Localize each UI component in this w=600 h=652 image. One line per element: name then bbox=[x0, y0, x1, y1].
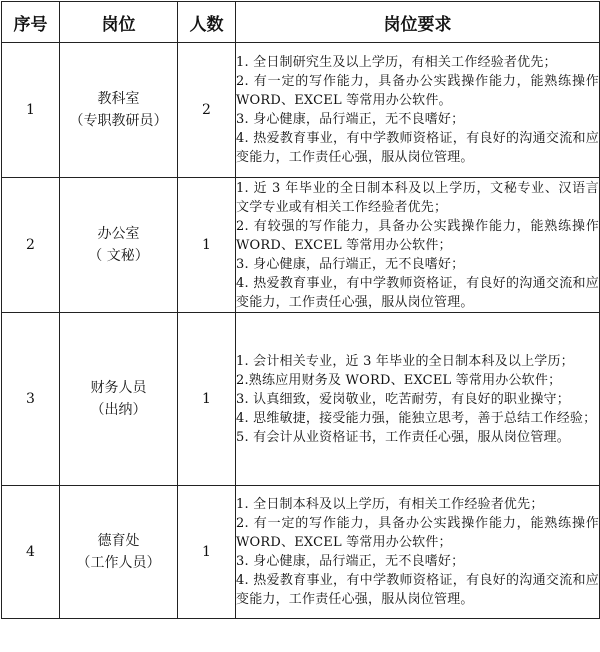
row-number: 4 bbox=[2, 486, 60, 619]
requirement-item: 2. 有一定的写作能力，具备办公实践操作能力，能熟练操作 WORD、EXCEL 等常用办公软件； bbox=[236, 516, 599, 550]
position-subtitle: （ 文秘） bbox=[88, 248, 149, 264]
requirement-item: 4. 热爱教育事业，有中学教师资格证，有良好的沟通交流和应变能力，工作责任心强，服从岗位管理。 bbox=[236, 275, 599, 310]
requirements-cell bbox=[236, 43, 600, 178]
table-row bbox=[2, 486, 600, 619]
table-row bbox=[2, 43, 600, 178]
requirement-item: 3. 身心健康，品行端正，无不良嗜好； bbox=[236, 554, 465, 569]
position-subtitle: （出纳） bbox=[90, 402, 147, 418]
requirement-item: 3. 认真细致，爱岗敬业，吃苦耐劳，有良好的职业操守； bbox=[236, 391, 570, 407]
position-name: 财务人员 bbox=[90, 380, 147, 396]
requirement-item: 1. 全日制本科及以上学历，有相关工作经验者优先； bbox=[236, 497, 544, 512]
headcount: 1 bbox=[178, 313, 236, 486]
header-row bbox=[2, 2, 600, 43]
requirement-item: 1. 会计相关专业，近 3 年毕业的全日制本科及以上学历； bbox=[236, 353, 574, 369]
table-row bbox=[2, 178, 600, 313]
requirement-item: 3. 身心健康，品行端正，无不良嗜好； bbox=[236, 112, 465, 127]
header-requirements: 岗位要求 bbox=[236, 2, 600, 43]
headcount: 1 bbox=[178, 178, 236, 313]
position-subtitle: （专职教研员） bbox=[69, 113, 168, 129]
requirement-item: 2. 有较强的写作能力，具备办公实践操作能力，能熟练操作 WORD、EXCEL 等常用办公软件； bbox=[236, 218, 599, 253]
position-cell bbox=[60, 43, 178, 178]
position-cell bbox=[60, 178, 178, 313]
headcount: 2 bbox=[178, 43, 236, 178]
requirement-item: 5. 有会计从业资格证书，工作责任心强，服从岗位管理。 bbox=[236, 429, 570, 445]
requirements-cell bbox=[236, 313, 600, 486]
position-name: 办公室 bbox=[97, 226, 140, 242]
table-header bbox=[2, 2, 600, 43]
requirement-item: 2.熟练应用财务及 WORD、EXCEL 等常用办公软件； bbox=[236, 372, 562, 388]
row-number: 3 bbox=[2, 313, 60, 486]
table-body bbox=[2, 43, 600, 619]
requirement-item: 1. 近 3 年毕业的全日制本科及以上学历，文秘专业、汉语言文学专业或有相关工作经验者优先； bbox=[236, 180, 599, 215]
requirements-cell bbox=[236, 486, 600, 619]
requirement-item: 4. 热爱教育事业，有中学教师资格证，有良好的沟通交流和应变能力，工作责任心强，服从岗位管理。 bbox=[236, 573, 599, 607]
requirement-item: 4. 热爱教育事业，有中学教师资格证，有良好的沟通交流和应变能力，工作责任心强，服从岗位管理。 bbox=[236, 131, 599, 165]
requirement-item: 1. 全日制研究生及以上学历，有相关工作经验者优先； bbox=[236, 55, 557, 70]
position-name: 德育处 bbox=[97, 533, 140, 549]
requirement-item: 4. 思维敏捷，接受能力强，能独立思考，善于总结工作经验； bbox=[236, 410, 597, 426]
header-count: 人数 bbox=[178, 2, 236, 43]
row-number: 2 bbox=[2, 178, 60, 313]
requirement-item: 2. 有一定的写作能力，具备办公实践操作能力，能熟练操作 WORD、EXCEL 等常用办公软件。 bbox=[236, 74, 599, 108]
position-cell bbox=[60, 486, 178, 619]
row-number: 1 bbox=[2, 43, 60, 178]
requirements-cell bbox=[236, 178, 600, 313]
position-cell bbox=[60, 313, 178, 486]
position-name: 教科室 bbox=[97, 91, 140, 107]
position-subtitle: （工作人员） bbox=[76, 555, 161, 571]
header-position: 岗位 bbox=[60, 2, 178, 43]
requirement-item: 3. 身心健康，品行端正，无不良嗜好； bbox=[236, 256, 465, 272]
header-number: 序号 bbox=[2, 2, 60, 43]
positions-table bbox=[1, 1, 600, 619]
table-row bbox=[2, 313, 600, 486]
headcount: 1 bbox=[178, 486, 236, 619]
